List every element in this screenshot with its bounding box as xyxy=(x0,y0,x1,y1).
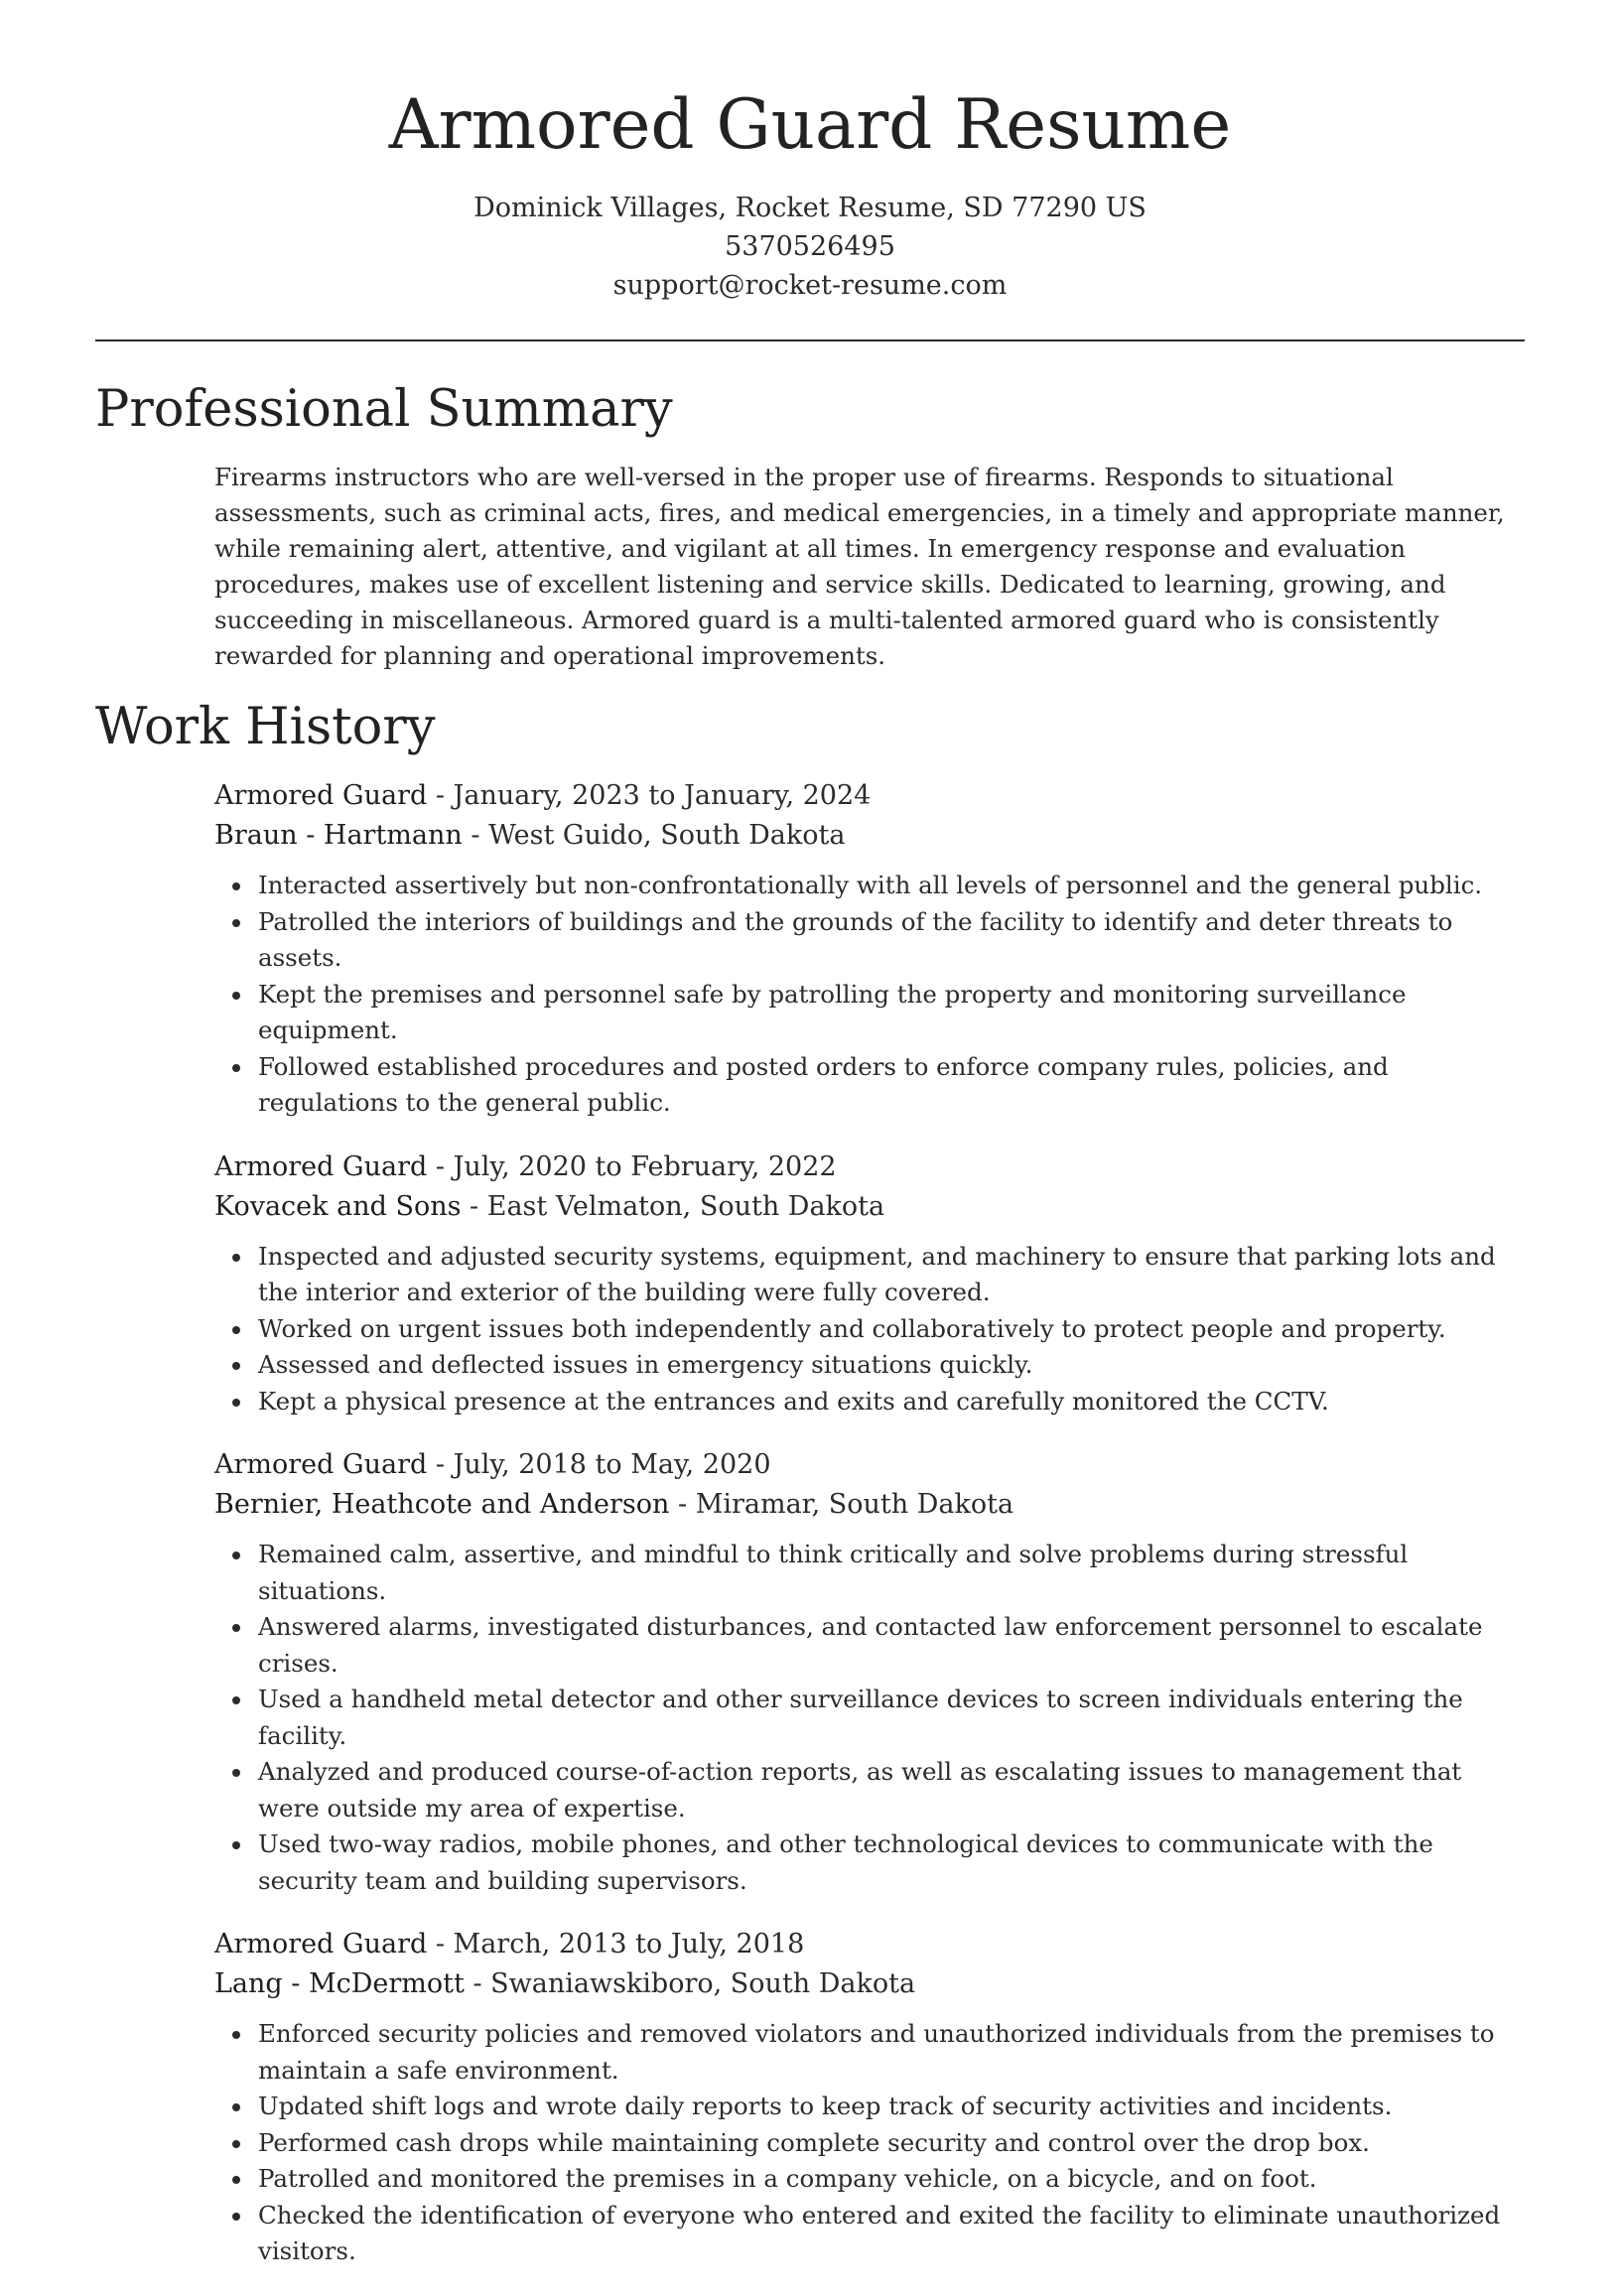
duty-item: Interacted assertively but non-confrontationally with all levels of personnel and the general public. xyxy=(258,868,1525,904)
work-history-heading: Work History xyxy=(95,698,436,756)
duty-item: Analyzed and produced course-of-action reports, as well as escalating issues to management that were outside my area of expertise. xyxy=(258,1754,1525,1826)
duty-item: Used two-way radios, mobile phones, and other technological devices to communicate with the security team and building supervisors. xyxy=(258,1826,1525,1899)
duty-item: Kept the premises and personnel safe by patrolling the property and monitoring surveillance equipment. xyxy=(258,977,1525,1049)
job-company-line xyxy=(214,1187,1525,1227)
job-duties xyxy=(214,2016,1525,2270)
duty-item: Updated shift logs and wrote daily reports to keep track of security activities and incidents. xyxy=(258,2089,1525,2125)
job-duties xyxy=(214,1537,1525,1899)
duty-item: Assessed and deflected issues in emergency situations quickly. xyxy=(258,1347,1525,1384)
job-company-line xyxy=(214,1485,1525,1525)
duty-item: Worked on urgent issues both independently and collaboratively to protect people and property. xyxy=(258,1311,1525,1348)
job-title-line xyxy=(214,1148,1525,1187)
job-location: - Swaniawskiboro, South Dakota xyxy=(464,1968,916,1999)
duty-item: Answered alarms, investigated disturbances, and contacted law enforcement personnel to escalate crises. xyxy=(258,1609,1525,1682)
job-entry xyxy=(214,1445,1525,1899)
work-history-list xyxy=(214,776,1525,2296)
job-title-line xyxy=(214,1445,1525,1485)
duty-item: Patrolled and monitored the premises in a company vehicle, on a bicycle, and on foot. xyxy=(258,2161,1525,2198)
job-company: Bernier, Heathcote and Anderson xyxy=(214,1489,670,1520)
job-duties xyxy=(214,868,1525,1122)
contact-address: Dominick Villages, Rocket Resume, SD 77290 US xyxy=(473,193,1147,223)
duty-item: Checked the identification of everyone who entered and exited the facility to eliminate unauthorized visitors. xyxy=(258,2198,1525,2270)
job-entry xyxy=(214,776,1525,1122)
job-dates: - July, 2020 to February, 2022 xyxy=(427,1150,837,1182)
contact-phone: 5370526495 xyxy=(725,231,895,262)
duty-item: Kept a physical presence at the entrances and exits and carefully monitored the CCTV. xyxy=(258,1384,1525,1420)
job-title: Armored Guard xyxy=(214,1150,428,1182)
resume-title: Armored Guard Resume xyxy=(388,85,1232,165)
job-dates: - January, 2023 to January, 2024 xyxy=(427,780,872,811)
job-title: Armored Guard xyxy=(214,1929,428,1959)
job-location: - West Guido, South Dakota xyxy=(462,820,846,851)
job-duties xyxy=(214,1239,1525,1420)
contact-email: support@rocket-resume.com xyxy=(612,270,1008,301)
job-title: Armored Guard xyxy=(214,1449,428,1480)
contact-info xyxy=(0,189,1620,305)
summary-text: Firearms instructors who are well-versed in the proper use of firearms. Responds to situational assessments, such as criminal acts, fires, and medical emergencies, in a timely and appropriate manner, while remaining alert, attentive, and vigilant at all times. In emergency response and evaluation procedures, makes use of excellent listening and service skills. Dedicated to learning, growing, and succeeding in miscellaneous. Armored guard is a multi-talented armored guard who is consistently rewarded for planning and operational improvements. xyxy=(214,463,1505,670)
job-title-line xyxy=(214,776,1525,816)
duty-item: Enforced security policies and removed violators and unauthorized individuals from the premises to maintain a safe environment. xyxy=(258,2016,1525,2089)
duty-item: Performed cash drops while maintaining complete security and control over the drop box. xyxy=(258,2125,1525,2162)
job-title: Armored Guard xyxy=(214,780,428,811)
job-title-line xyxy=(214,1925,1525,1964)
duty-item: Used a handheld metal detector and other surveillance devices to screen individuals entering the facility. xyxy=(258,1682,1525,1754)
summary-heading: Professional Summary xyxy=(95,380,673,439)
duty-item: Patrolled the interiors of buildings and the grounds of the facility to identify and deter threats to assets. xyxy=(258,904,1525,977)
job-location: - Miramar, South Dakota xyxy=(669,1489,1014,1520)
job-company: Braun - Hartmann xyxy=(214,820,463,851)
duty-item: Inspected and adjusted security systems, equipment, and machinery to ensure that parking lots and the interior and exterior of the building were fully covered. xyxy=(258,1239,1525,1311)
job-company: Lang - McDermott xyxy=(214,1968,465,1999)
job-entry xyxy=(214,1148,1525,1420)
job-dates: - July, 2018 to May, 2020 xyxy=(427,1449,771,1480)
job-company-line xyxy=(214,816,1525,856)
job-company: Kovacek and Sons xyxy=(214,1190,462,1222)
duty-item: Followed established procedures and posted orders to enforce company rules, policies, and regulations to the general public. xyxy=(258,1049,1525,1122)
job-location: - East Velmaton, South Dakota xyxy=(461,1190,885,1222)
job-entry xyxy=(214,1925,1525,2270)
duty-item: Remained calm, assertive, and mindful to think critically and solve problems during stressful situations. xyxy=(258,1537,1525,1609)
header-divider xyxy=(95,339,1525,341)
job-dates: - March, 2013 to July, 2018 xyxy=(427,1929,805,1959)
resume-header xyxy=(0,0,1620,305)
job-company-line xyxy=(214,1964,1525,2004)
